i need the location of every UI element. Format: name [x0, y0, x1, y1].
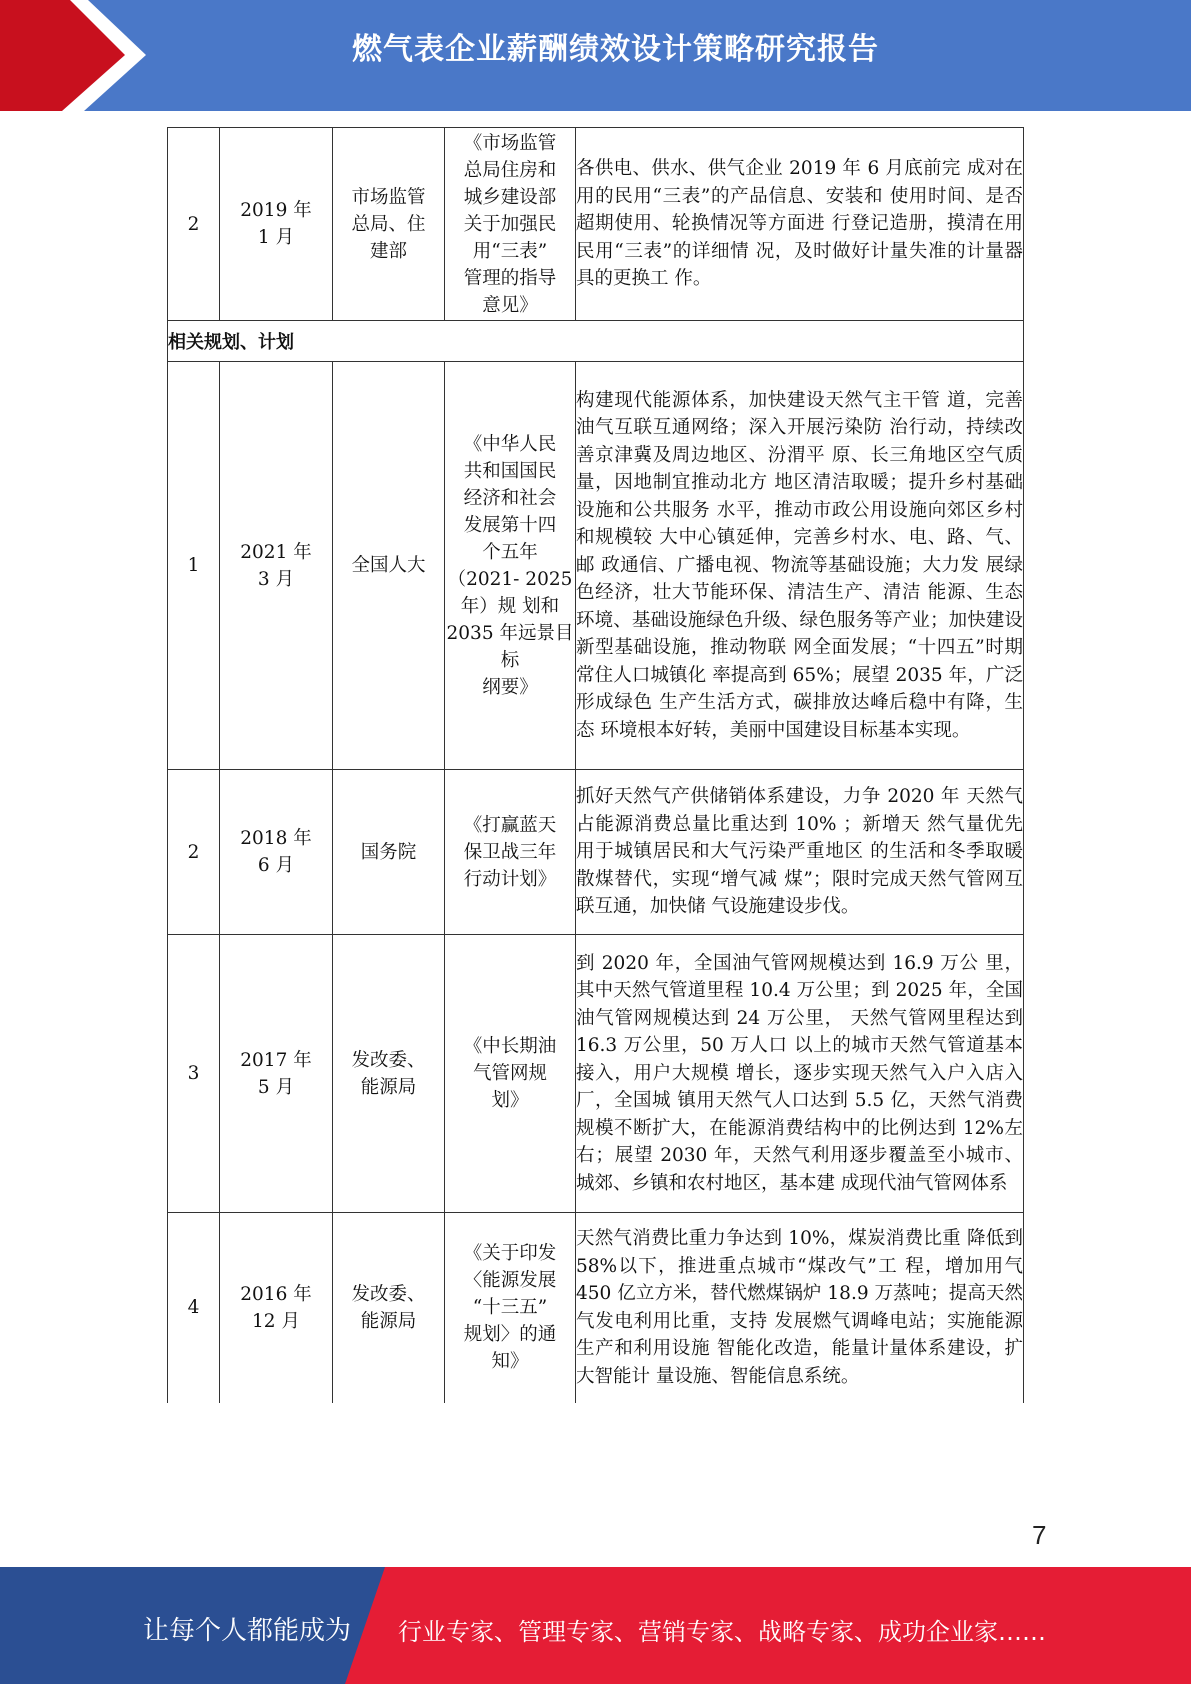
table-row [168, 935, 1024, 1213]
table-row [168, 1213, 1024, 1403]
row-issuer: 市场监管 总局、住 建部 [333, 128, 445, 321]
row-description: 各供电、供水、供气企业 2019 年 6 月底前完 成对在用的民用“三表”的产品信息、安装和 使用时间、是否超期使用、轮换情况等方面进 行登记造册，摸清在用民用“三表”的详细情 况，及时做好计量失准的计量器具的更换工 作。 [576, 128, 1024, 321]
row-date: 2019 年 1 月 [220, 128, 333, 321]
page-number: 7 [1032, 1520, 1047, 1550]
row-document: 《关于印发 〈能源发展 “十三五” 规划〉的通 知》 [445, 1213, 576, 1403]
row-date: 2017 年 5 月 [220, 935, 333, 1213]
row-date: 2021 年 3 月 [220, 362, 333, 770]
row-number: 2 [168, 128, 220, 321]
footer-slogan-right: 行业专家、管理专家、营销专家、战略专家、成功企业家…… [398, 1618, 1046, 1646]
row-document: 《中华人民 共和国国民 经济和社会 发展第十四 个五年 （2021- 2025 年）规 划和 2035 年远景目 标 纲要》 [445, 362, 576, 770]
document-title: 燃气表企业薪酬绩效设计策略研究报告 [352, 32, 879, 67]
row-number: 4 [168, 1213, 220, 1403]
row-date: 2018 年 6 月 [220, 770, 333, 935]
row-description: 天然气消费比重力争达到 10%，煤炭消费比重 降低到 58%以下，推进重点城市“煤改气”工 程，增加用气 450 亿立方米，替代燃煤锅炉 18.9 万蒸吨；提高天然气发电利用比重，支持 发展燃气调峰电站；实施能源生产和利用设施 智能化改造，能量计量体系建设，扩大智能计 量设施、智能信息系统。 [576, 1213, 1024, 1403]
page-header [0, 0, 1191, 111]
row-description: 抓好天然气产供储销体系建设，力争 2020 年 天然气占能源消费总量比重达到 10% ；新增天 然气量优先用于城镇居民和大气污染严重地区 的生活和冬季取暖散煤替代，实现“增气减 煤”；限时完成天然气管网互联互通，加快储 气设施建设步伐。 [576, 770, 1024, 935]
row-document: 《中长期油 气管网规 划》 [445, 935, 576, 1213]
row-description: 构建现代能源体系，加快建设天然气主干管 道，完善油气互联互通网络；深入开展污染防 治行动，持续改善京津冀及周边地区、汾渭平 原、长三角地区空气质量，因地制宜推动北方 地区清洁取暖；提升乡村基础设施和公共服务 水平，推动市政公用设施向郊区乡村和规模较 大中心镇延伸，完善乡村水、电、路、气、邮 政通信、广播电视、物流等基础设施；大力发 展绿色经济，壮大节能环保、清洁生产、清洁 能源、生态环境、基础设施绿色升级、绿色服务等产业；加快建设新型基础设施，推动物联 网全面发展；“十四五”时期常住人口城镇化 率提高到 65%；展望 2035 年，广泛形成绿色 生产生活方式，碳排放达峰后稳中有降，生态 环境根本好转，美丽中国建设目标基本实现。 [576, 362, 1024, 770]
row-issuer: 国务院 [333, 770, 445, 935]
row-date: 2016 年 12 月 [220, 1213, 333, 1403]
row-issuer: 全国人大 [333, 362, 445, 770]
table-row [168, 128, 1024, 321]
row-number: 2 [168, 770, 220, 935]
table-row [168, 770, 1024, 935]
table-row [168, 362, 1024, 770]
row-number: 1 [168, 362, 220, 770]
section-heading: 相关规划、计划 [168, 321, 1024, 362]
row-description: 到 2020 年，全国油气管网规模达到 16.9 万公 里，其中天然气管道里程 10.4 万公里；到 2025 年，全国油气管网规模达到 24 万公里， 天然气管网里程达到 16.3 万公里，50 万人口 以上的城市天然气管道基本接入，用户大规模 增长，逐步实现天然气入户入店入厂，全国城 镇用天然气人口达到 5.5 亿，天然气消费规模不断扩大，在能源消费结构中的比例达到 12%左右；展望 2030 年，天然气利用逐步覆盖至小城市、城郊、乡镇和农村地区，基本建 成现代油气管网体系 [576, 935, 1024, 1213]
row-issuer: 发改委、 能源局 [333, 935, 445, 1213]
footer-slogan-left: 让每个人都能成为 [143, 1616, 352, 1646]
section-row [168, 321, 1024, 362]
row-document: 《打赢蓝天 保卫战三年 行动计划》 [445, 770, 576, 935]
row-issuer: 发改委、 能源局 [333, 1213, 445, 1403]
policy-table [167, 127, 1024, 1403]
row-number: 3 [168, 935, 220, 1213]
row-document: 《市场监管 总局住房和 城乡建设部 关于加强民 用“三表” 管理的指导 意见》 [445, 128, 576, 321]
